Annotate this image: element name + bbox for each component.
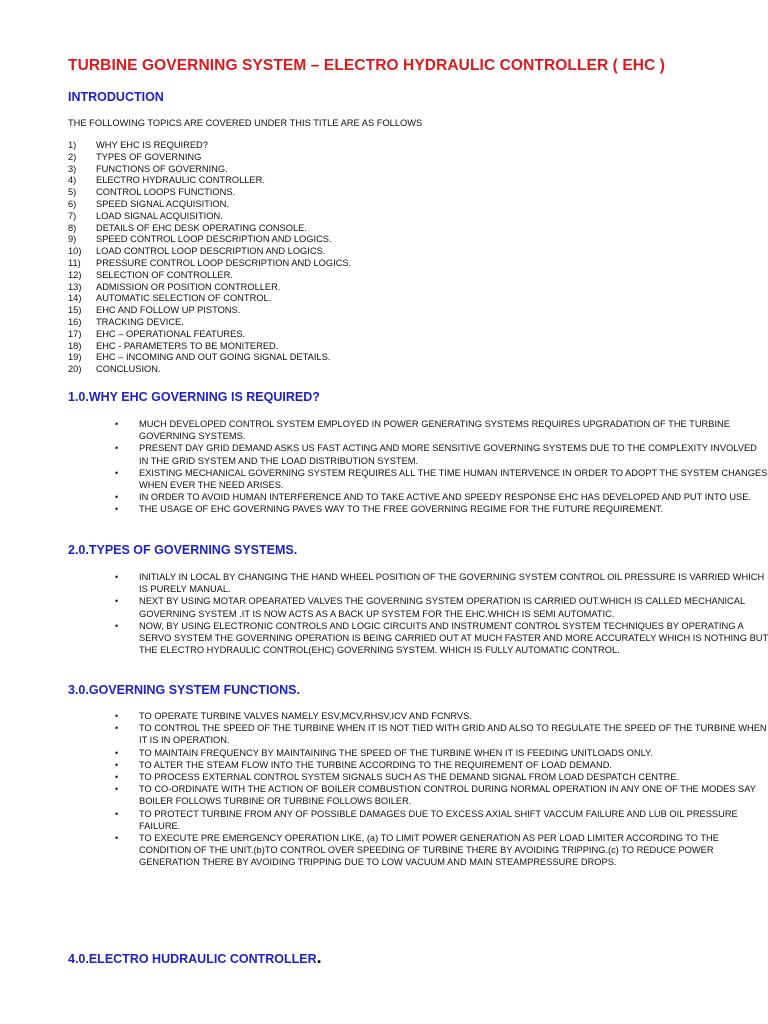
topic-text: CONTROL LOOPS FUNCTIONS.: [96, 187, 236, 198]
bullet-dot-icon: •: [115, 772, 119, 783]
topic-text: EHC – INCOMING AND OUT GOING SIGNAL DETAILS.: [96, 352, 331, 363]
section-1-bullets: [113, 418, 768, 516]
section-4-heading-text: 4.0.ELECTRO HUDRAULIC CONTROLLER: [68, 952, 317, 966]
section-1-heading: 1.0.WHY EHC GOVERNING IS REQUIRED?: [68, 390, 320, 404]
bullet-item: [113, 783, 768, 807]
topic-item: [68, 140, 351, 152]
topic-item: [68, 246, 351, 258]
topic-text: ELECTRO HYDRAULIC CONTROLLER.: [96, 175, 265, 186]
bullet-text: TO CO-ORDINATE WITH THE ACTION OF BOILER COMBUSTION CONTROL DURING NORMAL OPERATION IN ANY ONE OF THE MODES SAY BOILER FOLLOWS TURBINE OR TURBINE FOLLOWS BOILER.: [139, 784, 756, 807]
topic-item: [68, 282, 351, 294]
topic-text: TRACKING DEVICE.: [96, 316, 184, 327]
topic-number: 9): [68, 234, 77, 245]
bullet-item: [113, 491, 768, 503]
topic-number: 15): [68, 305, 82, 316]
topic-number: 17): [68, 328, 82, 339]
topic-text: SPEED CONTROL LOOP DESCRIPTION AND LOGICS.: [96, 234, 332, 245]
topics-list: [68, 140, 351, 376]
topic-item: [68, 317, 351, 329]
section-4-heading: [68, 947, 322, 968]
bullet-item: [113, 620, 768, 657]
topic-text: ADMISSION OR POSITION CONTROLLER.: [96, 281, 281, 292]
bullet-text: TO EXECUTE PRE EMERGENCY OPERATION LIKE, (a) TO LIMIT POWER GENERATION AS PER LOAD LIMITER ACCORDING TO THE CONDITION OF THE UNIT.(b)TO CONTROL OVER SPEEDING OF TURBINE THERE BY AVOIDING TRIPPING.(c) TO REDUCE POWER GENERATION THERE BY AVOIDING TRIPPING DUE TO LOW VACUUM AND MAIN STEAMPRESSURE DROPS.: [139, 833, 719, 868]
topic-text: LOAD CONTROL LOOP DESCRIPTION AND LOGICS.: [96, 246, 326, 257]
bullet-dot-icon: •: [115, 596, 119, 607]
section-2-bullets: [113, 571, 768, 656]
topic-number: 8): [68, 222, 77, 233]
topic-number: 19): [68, 352, 82, 363]
bullet-dot-icon: •: [115, 723, 119, 734]
bullet-item: [113, 418, 768, 442]
topic-number: 7): [68, 210, 77, 221]
topic-text: CONCLUSION.: [96, 364, 161, 375]
bullet-item: [113, 710, 768, 722]
bullet-dot-icon: •: [115, 443, 119, 454]
bullet-text: MUCH DEVELOPED CONTROL SYSTEM EMPLOYED IN POWER GENERATING SYSTEMS REQUIRES UPGRADATION OF THE TURBINE GOVERNING SYSTEMS.: [139, 419, 730, 442]
topic-text: SPEED SIGNAL ACQUISITION.: [96, 198, 229, 209]
topic-item: [68, 258, 351, 270]
bullet-item: [113, 832, 768, 869]
topic-number: 5): [68, 187, 77, 198]
topic-text: TYPES OF GOVERNING: [96, 151, 202, 162]
bullet-item: [113, 808, 768, 832]
topic-item: [68, 270, 351, 282]
bullet-item: [113, 771, 768, 783]
bullet-item: [113, 595, 768, 619]
bullet-item: [113, 571, 768, 595]
introduction-lead: THE FOLLOWING TOPICS ARE COVERED UNDER THIS TITLE ARE AS FOLLOWS: [68, 118, 423, 128]
topic-item: [68, 329, 351, 341]
section-3-heading: 3.0.GOVERNING SYSTEM FUNCTIONS.: [68, 683, 300, 697]
bullet-dot-icon: •: [115, 808, 119, 819]
topic-number: 16): [68, 316, 82, 327]
bullet-text: INITIALY IN LOCAL BY CHANGING THE HAND WHEEL POSITION OF THE GOVERNING SYSTEM CONTROL OIL PRESSURE IS VARRIED WHICH IS PURELY MANUAL.: [139, 572, 765, 595]
topic-item: [68, 199, 351, 211]
bullet-text: TO OPERATE TURBINE VALVES NAMELY ESV,MCV,RHSV,ICV AND FCNRVS.: [139, 711, 472, 721]
bullet-item: [113, 442, 768, 466]
bullet-dot-icon: •: [115, 833, 119, 844]
topic-text: SELECTION OF CONTROLLER.: [96, 269, 233, 280]
bullet-dot-icon: •: [115, 467, 119, 478]
topic-item: [68, 175, 351, 187]
section-2-heading: 2.0.TYPES OF GOVERNING SYSTEMS.: [68, 543, 298, 557]
bullet-text: TO MAINTAIN FREQUENCY BY MAINTAINING THE SPEED OF THE TURBINE WHEN IT IS FEEDING UNITLOADS ONLY.: [139, 747, 653, 758]
topic-text: DETAILS OF EHC DESK OPERATING CONSOLE.: [96, 222, 307, 233]
topic-number: 6): [68, 198, 77, 209]
bullet-text: NEXT BY USING MOTAR OPEARATED VALVES THE GOVERNING SYSTEM OPERATION IS CARRIED OUT.WHICH IS CALLED MECHANICAL GOVERNING SYSTEM .IT IS NOW ACTS AS A BACK UP SYSTEM FOR THE EHC.WHICH IS SEMI AUTOMATIC.: [139, 596, 745, 619]
bullet-text: TO PROCESS EXTERNAL CONTROL SYSTEM SIGNALS SUCH AS THE DEMAND SIGNAL FROM LOAD DESPATCH CENTRE.: [139, 772, 680, 783]
topic-number: 2): [68, 151, 77, 162]
topic-text: EHC - PARAMETERS TO BE MONITERED.: [96, 340, 279, 351]
topic-item: [68, 352, 351, 364]
topic-item: [68, 305, 351, 317]
bullet-text: EXISTING MECHANICAL GOVERNING SYSTEM REQUIRES ALL THE TIME HUMAN INTERVENCE IN ORDER TO ADOPT THE SYSTEM CHANGES WHEN EVER THE NEED ARISES.: [139, 467, 768, 491]
bullet-dot-icon: •: [115, 784, 119, 795]
bullet-item: [113, 759, 768, 771]
topic-number: 1): [68, 140, 77, 150]
bullet-item: [113, 747, 768, 759]
topic-number: 14): [68, 293, 82, 304]
topic-number: 18): [68, 340, 82, 351]
topic-item: [68, 152, 351, 164]
topic-item: [68, 187, 351, 199]
bullet-dot-icon: •: [115, 747, 119, 758]
bullet-item: [113, 503, 768, 515]
topic-number: 10): [68, 246, 82, 257]
bullet-dot-icon: •: [115, 572, 119, 582]
bullet-dot-icon: •: [115, 419, 119, 429]
topic-item: [68, 293, 351, 305]
bullet-text: THE USAGE OF EHC GOVERNING PAVES WAY TO THE FREE GOVERNING REGIME FOR THE FUTURE REQUIREMENT.: [139, 504, 664, 515]
topic-number: 4): [68, 175, 77, 186]
section-4-heading-period: .: [316, 947, 322, 967]
bullet-dot-icon: •: [115, 504, 119, 515]
topic-text: PRESSURE CONTROL LOOP DESCRIPTION AND LOGICS.: [96, 257, 352, 268]
topic-item: [68, 223, 351, 235]
topic-item: [68, 234, 351, 246]
topic-text: FUNCTIONS OF GOVERNING.: [96, 163, 228, 174]
bullet-dot-icon: •: [115, 711, 119, 721]
bullet-text: TO CONTROL THE SPEED OF THE TURBINE WHEN IT IS NOT TIED WITH GRID AND ALSO TO REGULATE THE SPEED OF THE TURBINE WHEN IT IS IN OPERATION.: [139, 723, 767, 746]
topic-text: EHC – OPERATIONAL FEATURES.: [96, 328, 246, 339]
topic-number: 12): [68, 269, 82, 280]
bullet-text: TO ALTER THE STEAM FLOW INTO THE TURBINE ACCORDING TO THE REQUIREMENT OF LOAD DEMAND.: [139, 759, 613, 770]
bullet-dot-icon: •: [115, 759, 119, 770]
topic-text: LOAD SIGNAL ACQUISITION.: [96, 210, 223, 221]
bullet-text: NOW, BY USING ELECTRONIC CONTROLS AND LOGIC CIRCUITS AND INSTRUMENT CONTROL SYSTEM TECHNIQUES BY OPERATING A SERVO SYSTEM THE GOVERNING OPERATION IS BEING CARRIED OUT AT MUCH FASTER AND MORE ACCURATELY WHICH IS NOTHING BUT THE ELECTRO HYDRAULIC CONTROL(EHC) GOVERNING SYSTEM. WHICH IS FULLY AUTOMATIC CONTROL.: [139, 620, 768, 656]
bullet-dot-icon: •: [115, 620, 119, 631]
topic-item: [68, 211, 351, 223]
topic-number: 20): [68, 364, 82, 375]
bullet-text: TO PROTECT TURBINE FROM ANY OF POSSIBLE DAMAGES DUE TO EXCESS AXIAL SHIFT VACCUM FAILURE AND LUB OIL PRESSURE FAILURE.: [139, 808, 738, 831]
bullet-dot-icon: •: [115, 492, 119, 503]
topic-item: [68, 164, 351, 176]
bullet-text: PRESENT DAY GRID DEMAND ASKS US FAST ACTING AND MORE SENSITIVE GOVERNING SYSTEMS DUE TO THE COMPLEXITY INVOLVED IN THE GRID SYSTEM AND THE LOAD DISTRIBUTION SYSTEM.: [139, 443, 757, 466]
topic-item: [68, 364, 351, 376]
bullet-text: IN ORDER TO AVOID HUMAN INTERFERENCE AND TO TAKE ACTIVE AND SPEEDY RESPONSE EHC HAS DEVELOPED AND PUT INTO USE.: [139, 492, 752, 503]
bullet-item: [113, 722, 768, 746]
topic-number: 13): [68, 281, 82, 292]
topic-text: AUTOMATIC SELECTION OF CONTROL.: [96, 293, 272, 304]
document-title: TURBINE GOVERNING SYSTEM – ELECTRO HYDRAULIC CONTROLLER ( EHC ): [68, 57, 666, 74]
section-3-bullets: [113, 710, 768, 869]
bullet-item: [113, 467, 768, 491]
introduction-heading: INTRODUCTION: [68, 90, 164, 104]
topic-text: WHY EHC IS REQUIRED?: [96, 140, 208, 150]
topic-number: 3): [68, 163, 77, 174]
topic-text: EHC AND FOLLOW UP PISTONS.: [96, 305, 241, 316]
topic-number: 11): [68, 257, 81, 268]
topic-item: [68, 341, 351, 353]
